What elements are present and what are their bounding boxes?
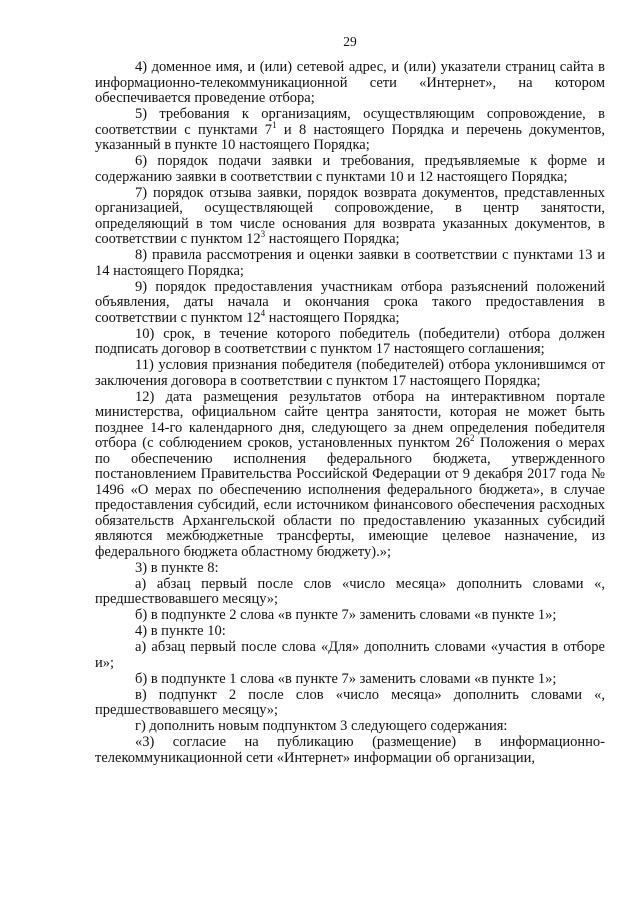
paragraph-amend-4g: г) дополнить новым подпунктом 3 следующего содержания: bbox=[135, 718, 508, 734]
document-body bbox=[95, 60, 605, 766]
paragraph-item-12: 12) дата размещения результатов отбора на интерактивном портале министерства, официальном сайте центра занятости, которая не может быть позднее 14-го календарного дня, следующего за днем определения победителя отбора (с соблюдением сроков, установленных пунктом $26^2$ Положения о мерах по обеспечению исполнения федерального бюджета, утвержденного постановлением Правительства Российской Федерации от 9 декабря 2017 года № 1496 «О мерах по обеспечению исполнения федерального бюджета», в случае предоставления субсидий, если источником финансового обеспечения расходных обязательств Архангельской области по предоставлению указанных субсидий являются межбюджетные трансферты, имеющие целевое назначение, из федерального бюджета областному бюджету).»; bbox=[95, 388, 605, 560]
paragraph-item-10: 10) срок, в течение которого победитель (победители) отбора должен подписать договор в соответствии с пунктом 17 настоящего соглашения; bbox=[95, 325, 605, 357]
paragraph-amend-4v: в) подпункт 2 после слов «число месяца» дополнить словами «, предшествовавшего месяцу»; bbox=[95, 686, 605, 718]
superscript: 3 bbox=[260, 229, 266, 239]
paragraph-amend-4b: б) в подпункте 1 слова «в пункте 7» заменить словами «в пункте 1»; bbox=[135, 670, 557, 687]
paragraph-item-8: 8) правила рассмотрения и оценки заявки в соответствии с пунктами 13 и 14 настоящего Порядка; bbox=[95, 247, 605, 279]
paragraph-amend-3: 3) в пункте 8: bbox=[135, 559, 219, 576]
superscript: 4 bbox=[260, 307, 266, 318]
paragraph-amend-3b: б) в подпункте 2 слова «в пункте 7» заменить словами «в пункте 1»; bbox=[135, 607, 557, 623]
paragraph-amend-4a: а) абзац первый после слова «Для» дополнить словами «участия в отборе и»; bbox=[95, 639, 605, 671]
page-number: 29 bbox=[343, 34, 357, 49]
paragraph-new-item-3: «3) согласие на публикацию (размещение) в информационно-телекоммуникационной сети «Интернет» информации об организации, bbox=[95, 734, 605, 766]
paragraph-item-7: 7) порядок отзыва заявки, порядок возврата документов, представленных организацией, осуществляющей сопровождение, в центр занятости, определяющий в том числе основания для возврата указанных документов, в соответствии с пунктом $12^3$ настоящего Порядка; bbox=[95, 184, 605, 247]
paragraph-item-9: 9) порядок предоставления участникам отбора разъяснений положений объявления, даты начала и окончания срока такого предоставления в соответствии с пунктом $12^4$ настоящего Порядка; bbox=[95, 278, 605, 326]
paragraph-item-4: 4) доменное имя, и (или) сетевой адрес, и (или) указатели страниц сайта в информационно-телекоммуникационной сети «Интернет», на котором обеспечивается проведение отбора; bbox=[95, 59, 605, 106]
paragraph-amend-4: 4) в пункте 10: bbox=[135, 623, 226, 639]
paragraph-item-5: 5) требования к организациям, осуществляющим сопровождение, в соответствии с пунктами $7^1$ и 8 настоящего Порядка и перечень документов, указанный в пункте 10 настоящего Порядка; bbox=[95, 106, 606, 153]
superscript: 1 bbox=[272, 119, 277, 130]
superscript: 2 bbox=[470, 433, 475, 443]
paragraph-item-11: 11) условия признания победителя (победителей) отбора уклонившимся от заключения договора в соответствии с пунктом 17 настоящего Порядка; bbox=[95, 357, 605, 389]
paragraph-item-6: 6) порядок подачи заявки и требования, предъявляемые к форме и содержанию заявки в соответствии с пунктами 10 и 12 настоящего Порядка; bbox=[95, 153, 605, 185]
paragraph-amend-3a: а) абзац первый после слов «число месяца» дополнить словами «, предшествовавшего месяцу»; bbox=[95, 575, 605, 607]
